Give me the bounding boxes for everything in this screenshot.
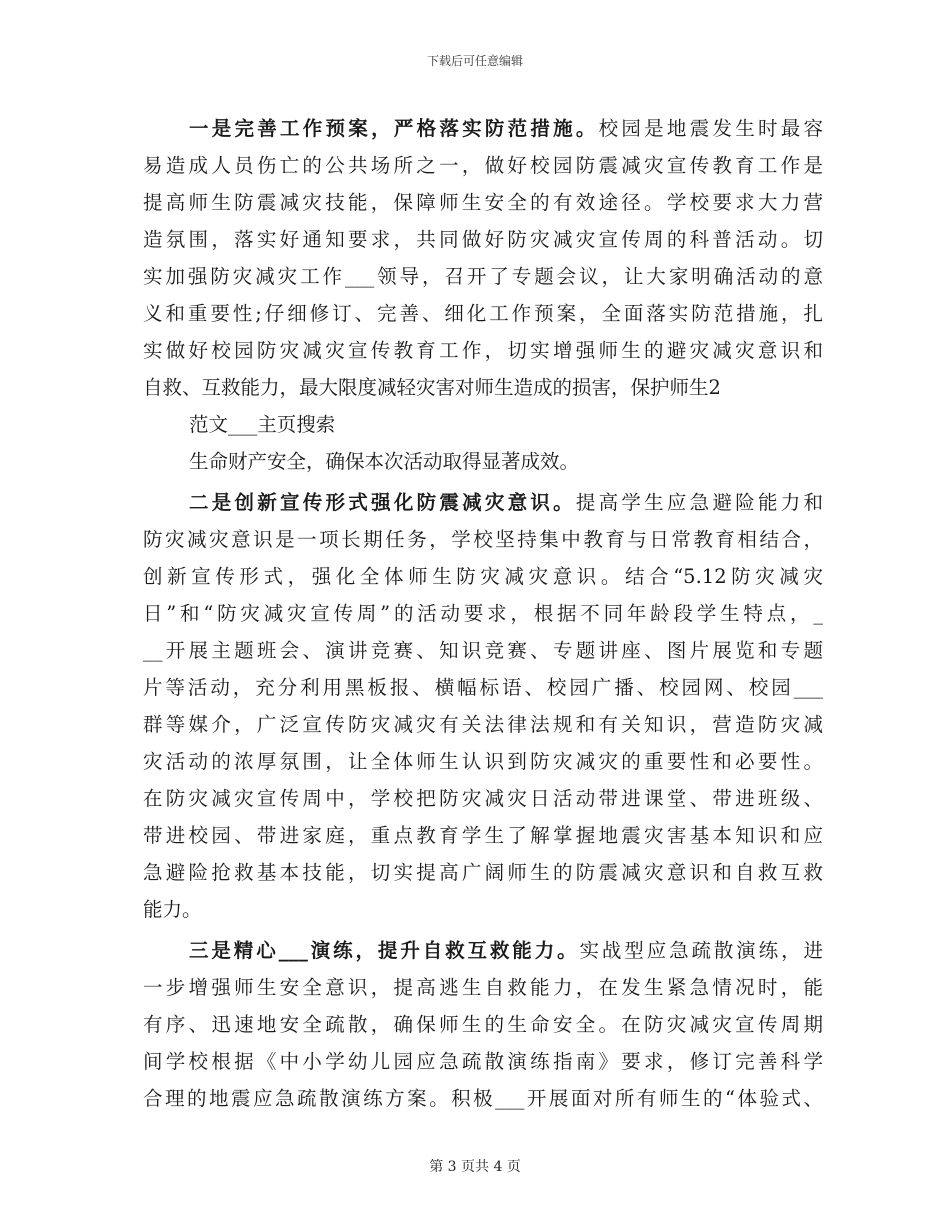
paragraph-heading: 二是创新宣传形式强化防震减灾意识。 — [189, 491, 576, 514]
text-line: 间学校根据《中小学幼儿园应急疏散演练指南》要求，修订完善科学 — [143, 1050, 823, 1073]
page-footer: 第 3 页共 4 页 — [429, 1159, 521, 1175]
text-line: 合理的地震应急疏散演练方案。积极___开展面对所有师生的“体验式、 — [143, 1087, 823, 1110]
paragraph-heading: 三是精心___演练，提升自救互救能力。 — [189, 939, 580, 962]
paragraph — [143, 443, 823, 480]
page-header: 下载后可任意编辑 — [426, 54, 523, 68]
text-line: 急避险抢救基本技能，切实提高广阔师生的防震减灾意识和自救互救 — [143, 861, 823, 884]
text-line: __开展主题班会、演讲竞赛、知识竞赛、专题讲座、图片展览和专题 — [143, 639, 823, 662]
text-line: 范文___主页搜索 — [189, 413, 336, 436]
text-line: 实做好校园防灾减灾宣传教育工作，切实增强师生的避灾减灾意识和 — [143, 339, 823, 362]
text-line: 防灾减灾意识是一项长期任务，学校坚持集中教育与日常教育相结合， — [143, 528, 823, 551]
text-line: 群等媒介，广泛宣传防灾减灾有关法律法规和有关知识，营造防灾减 — [143, 713, 823, 736]
text-line: 实加强防灾减灾工作___领导，召开了专题会议，让大家明确活动的意 — [143, 265, 823, 288]
text-line: 带进校园、带进家庭，重点教育学生了解掌握地震灾害基本知识和应 — [143, 824, 823, 847]
text-line: 义和重要性;仔细修订、完善、细化工作预案，全面落实防范措施，扎 — [143, 302, 823, 325]
text-line: 三是精心___演练，提升自救互救能力。实战型应急疏散演练，进 — [189, 939, 823, 962]
text-line: 易造成人员伤亡的公共场所之一，做好校园防震减灾宣传教育工作是 — [143, 154, 823, 177]
paragraph — [143, 110, 823, 406]
text-line: 造氛围，落实好通知要求，共同做好防灾减灾宣传周的科普活动。切 — [143, 228, 823, 251]
paragraph-heading: 一是完善工作预案，严格落实防范措施。 — [189, 117, 599, 140]
text-line: 生命财产安全，确保本次活动取得显著成效。 — [189, 450, 580, 473]
text-line: 灾活动的浓厚氛围，让全体师生认识到防灾减灾的重要性和必要性。 — [143, 750, 823, 773]
text-line: 有序、迅速地安全疏散，确保师生的生命安全。在防灾减灾宣传周期 — [143, 1013, 823, 1036]
paragraph — [143, 406, 823, 443]
text-line: 提高师生防震减灾技能，保障师生安全的有效途径。学校要求大力营 — [143, 191, 823, 214]
text-line: 日”和“防灾减灾宣传周”的活动要求，根据不同年龄段学生特点，_ — [143, 602, 823, 625]
text-line: 在防灾减灾宣传周中，学校把防灾减灾日活动带进课堂、带进班级、 — [143, 787, 823, 810]
text-line: 能力。 — [143, 898, 202, 921]
text-line: 一是完善工作预案，严格落实防范措施。校园是地震发生时最容 — [189, 117, 823, 140]
text-line: 片等活动，充分利用黑板报、横幅标语、校园广播、校园网、校园___ — [143, 676, 823, 699]
paragraph — [143, 484, 823, 928]
document-body — [143, 110, 823, 1117]
text-line: 二是创新宣传形式强化防震减灾意识。提高学生应急避险能力和 — [189, 491, 823, 514]
text-line: 一步增强师生安全意识，提高逃生自救能力，在发生紧急情况时，能 — [143, 976, 823, 999]
text-line: 创新宣传形式，强化全体师生防灾减灾意识。结合“5.12防灾减灾 — [143, 565, 823, 588]
text-line: 自救、互救能力，最大限度减轻灾害对师生造成的损害，保护师生2 — [143, 376, 721, 399]
paragraph — [143, 932, 823, 1117]
